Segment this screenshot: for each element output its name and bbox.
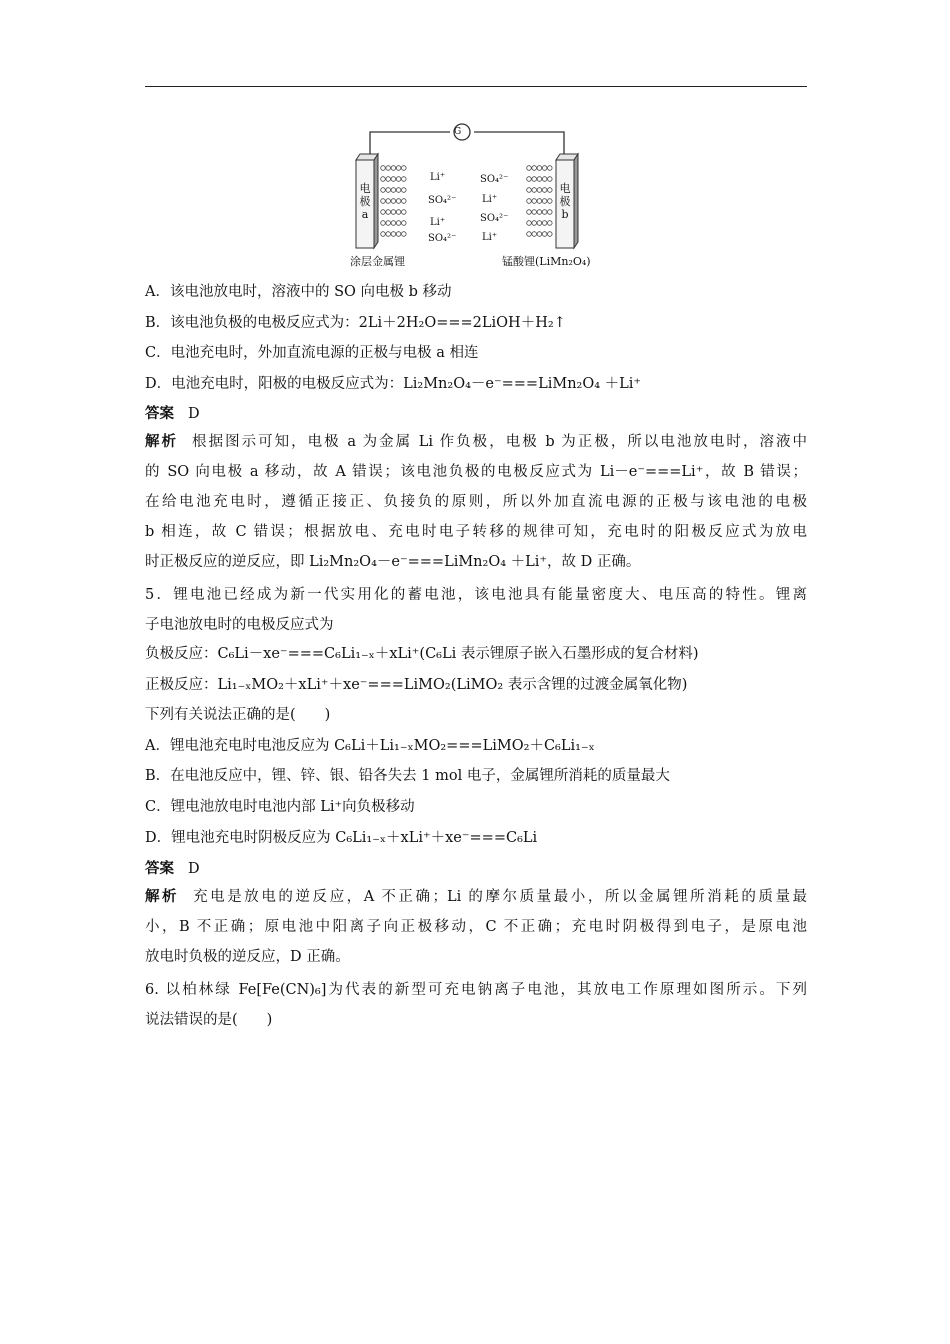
coating-right (527, 166, 552, 237)
q5-stem (145, 580, 807, 640)
caption-left: 涂层金属锂 (350, 255, 405, 268)
q5-option-c: C．锂电池放电时电池内部 Li⁺向负极移动 (145, 799, 415, 815)
q6-stem (145, 975, 807, 1035)
ion-label: Li⁺ (430, 172, 446, 183)
q4-analysis (145, 427, 807, 577)
q5-analysis (145, 882, 807, 972)
answer-value: D (188, 861, 200, 877)
analysis-line: 小，B 不正确；原电池中阳离子向正极移动，C 不正确；充电时阴极得到电子，是原电池 (145, 919, 807, 935)
answer-label: 答案 (145, 860, 174, 877)
ion-label: SO₄²⁻ (428, 195, 457, 206)
analysis-line: 在给电池充电时，遵循正接正、负接负的原则，所以外加直流电源的正极与该电池的电极 (145, 494, 807, 510)
caption-right: 锰酸锂(LiMn₂O₄) (502, 255, 591, 268)
q4-option-d: D．电池充电时，阳极的电极反应式为：Li₂Mn₂O₄－e⁻===LiMn₂O₄ ＋Li⁺ (145, 376, 642, 392)
q4-option-a: A．该电池放电时，溶液中的 SO 向电极 b 移动 (145, 284, 452, 300)
q5-option-d: D．锂电池充电时阴极反应为 C₆Li₁₋ₓ＋xLi⁺＋xe⁻===C₆Li (145, 830, 538, 846)
q5-option-a: A．锂电池充电时电池反应为 C₆Li＋Li₁₋ₓMO₂===LiMO₂＋C₆Li₁₋ₓ (145, 738, 595, 754)
answer-value: D (188, 406, 200, 422)
analysis-line: 的 SO 向电极 a 移动，故 A 错误；该电池负极的电极反应式为 Li－e⁻===Li⁺，故 B 错误； (145, 464, 807, 480)
electrode-b-label: 电 极 b (559, 182, 571, 221)
stem-line: 5．锂电池已经成为新一代实用化的蓄电池，该电池具有能量密度大、电压高的特性。锂离 (145, 587, 807, 603)
battery-diagram (350, 120, 600, 270)
q5-question: 下列有关说法正确的是( ) (145, 707, 331, 723)
coating-left (381, 166, 406, 237)
ion-label: SO₄²⁻ (480, 174, 509, 185)
analysis-line: 放电时负极的逆反应，D 正确。 (145, 949, 350, 965)
ion-label: Li⁺ (482, 232, 498, 243)
q4-answer (145, 405, 810, 423)
ion-label: SO₄²⁻ (480, 213, 509, 224)
electrode-a-label: 电 极 a (359, 182, 371, 221)
analysis-line: 时正极反应的逆反应，即 Li₂Mn₂O₄－e⁻===LiMn₂O₄ ＋Li⁺，故 D 正确。 (145, 554, 641, 570)
analysis-line: 充电是放电的逆反应，A 不正确；Li 的摩尔质量最小，所以金属锂所消耗的质量最 (193, 889, 808, 905)
q5-positive-reaction: 正极反应：Li₁₋ₓMO₂＋xLi⁺＋xe⁻===LiMO₂(LiMO₂ 表示含锂的过渡金属氧化物) (145, 677, 688, 693)
q5-answer (145, 860, 810, 878)
analysis-line: 根据图示可知，电极 a 为金属 Li 作负极，电极 b 为正极，所以电池放电时，溶液中 (192, 434, 808, 450)
q5-option-b: B．在电池反应中，锂、锌、银、铅各失去 1 mol 电子，金属锂所消耗的质量最大 (145, 768, 670, 784)
q5-negative-reaction: 负极反应：C₆Li－xe⁻===C₆Li₁₋ₓ＋xLi⁺(C₆Li 表示锂原子嵌入石墨形成的复合材料) (145, 646, 699, 662)
ion-label: Li⁺ (482, 194, 498, 205)
stem-line: 子电池放电时的电极反应式为 (145, 617, 334, 633)
ion-label: Li⁺ (430, 217, 446, 228)
q4-option-c: C．电池充电时，外加直流电源的正极与电极 a 相连 (145, 345, 479, 361)
analysis-line: b 相连，故 C 错误；根据放电、充电时电子转移的规律可知，充电时的阳极反应式为放电 (145, 524, 807, 540)
analysis-label: 解析 (145, 433, 179, 450)
galvanometer-label: G (454, 127, 462, 137)
stem-line: 说法错误的是( ) (145, 1012, 273, 1028)
header-rule (145, 86, 807, 87)
q4-option-b: B．该电池负极的电极反应式为：2Li＋2H₂O===2LiOH＋H₂↑ (145, 315, 566, 331)
analysis-label: 解析 (145, 888, 180, 905)
answer-label: 答案 (145, 405, 174, 422)
ion-label: SO₄²⁻ (428, 233, 457, 244)
stem-line: 6. 以柏林绿 Fe[Fe(CN)₆]为代表的新型可充电钠离子电池，其放电工作原理如图所示。下列 (145, 982, 807, 998)
